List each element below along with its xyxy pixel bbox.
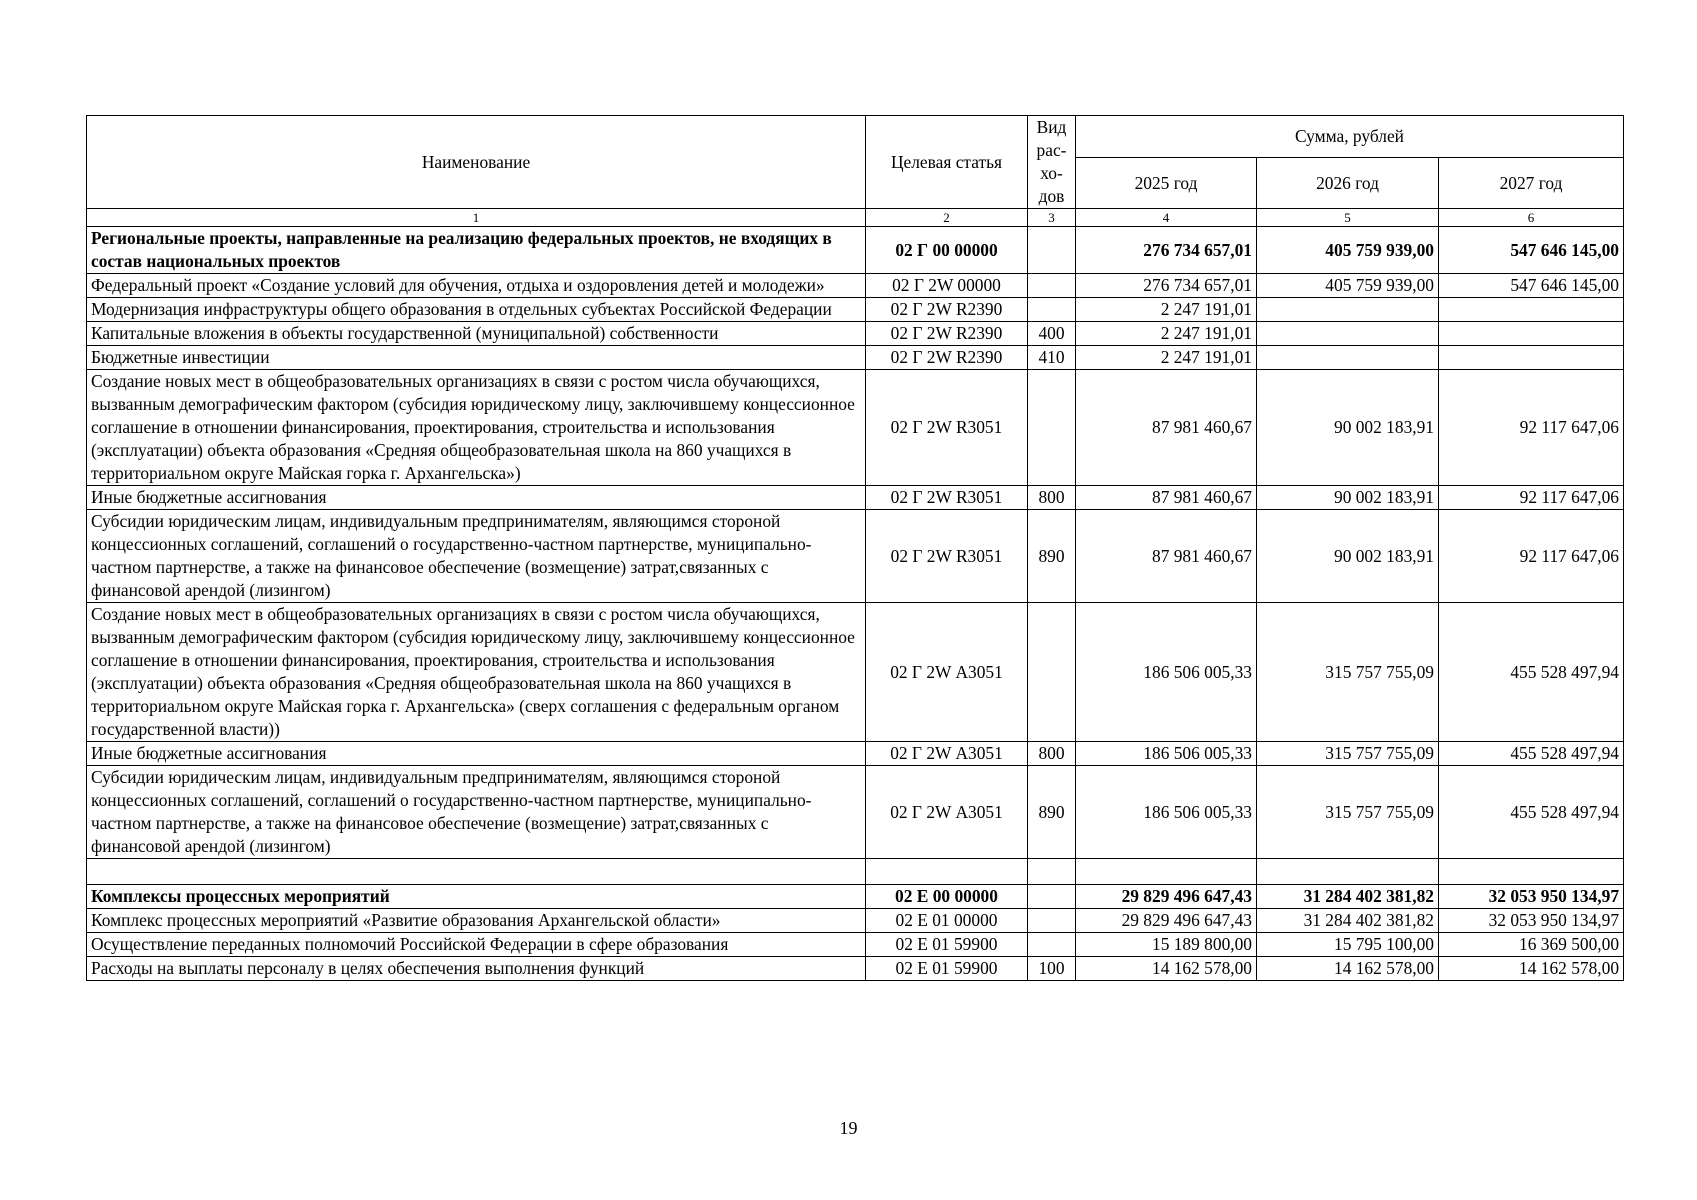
row-amount-2026-cell: 315 757 755,09 xyxy=(1257,603,1439,742)
table-row xyxy=(87,742,1624,766)
row-amount-2027-cell: 32 053 950 134,97 xyxy=(1439,885,1624,909)
row-name-cell: Региональные проекты, направленные на реализацию федеральных проектов, не входящих в состав национальных проектов xyxy=(87,227,866,274)
header-name: Наименование xyxy=(87,116,866,209)
row-amount-2026-cell: 90 002 183,91 xyxy=(1257,510,1439,603)
row-target-code-cell: 02 Г 2W 00000 xyxy=(866,274,1028,298)
row-amount-2026-cell: 405 759 939,00 xyxy=(1257,274,1439,298)
row-expense-kind-cell xyxy=(1028,274,1076,298)
row-target-code-cell: 02 Г 2W R2390 xyxy=(866,322,1028,346)
row-amount-2025-cell: 14 162 578,00 xyxy=(1076,957,1257,981)
row-amount-2027-cell xyxy=(1439,346,1624,370)
row-amount-2027-cell: 547 646 145,00 xyxy=(1439,274,1624,298)
row-name-cell: Создание новых мест в общеобразовательных организациях в связи с ростом числа обучающихся, вызванным демографическим фактором (субсидия юридическому лицу, заключившему концессионное соглашение в отношении финансирования, проектирования, строительства и использования (эксплуатации) объекта образования «Средняя общеобразовательная школа на 860 учащихся в территориальном округе Майская горка г. Архангельска») xyxy=(87,370,866,486)
column-index: 5 xyxy=(1257,209,1439,227)
row-target-code-cell: 02 Г 2W А3051 xyxy=(866,603,1028,742)
row-target-code-cell: 02 Г 2W R2390 xyxy=(866,346,1028,370)
row-amount-2025-cell: 276 734 657,01 xyxy=(1076,227,1257,274)
row-amount-2027-cell: 92 117 647,06 xyxy=(1439,486,1624,510)
row-expense-kind-cell: 800 xyxy=(1028,486,1076,510)
row-target-code-cell: 02 Г 2W R3051 xyxy=(866,486,1028,510)
budget-table xyxy=(86,115,1624,981)
row-amount-2027-cell: 92 117 647,06 xyxy=(1439,510,1624,603)
table-row xyxy=(87,885,1624,909)
row-amount-2026-cell xyxy=(1257,298,1439,322)
table-row xyxy=(87,346,1624,370)
table-row xyxy=(87,766,1624,859)
row-amount-2027-cell: 455 528 497,94 xyxy=(1439,742,1624,766)
table-row xyxy=(87,298,1624,322)
header-target-article: Целевая статья xyxy=(866,116,1028,209)
row-amount-2025-cell: 15 189 800,00 xyxy=(1076,933,1257,957)
row-amount-2027-cell: 16 369 500,00 xyxy=(1439,933,1624,957)
row-amount-2027-cell xyxy=(1439,322,1624,346)
row-amount-2025-cell: 87 981 460,67 xyxy=(1076,510,1257,603)
row-amount-2026-cell: 14 162 578,00 xyxy=(1257,957,1439,981)
row-name-cell: Комплекс процессных мероприятий «Развитие образования Архангельской области» xyxy=(87,909,866,933)
row-target-code-cell: 02 Г 2W R2390 xyxy=(866,298,1028,322)
row-expense-kind-cell: 400 xyxy=(1028,322,1076,346)
row-expense-kind-cell: 890 xyxy=(1028,766,1076,859)
row-amount-2027-cell xyxy=(1439,298,1624,322)
row-amount-2025-cell: 186 506 005,33 xyxy=(1076,766,1257,859)
header-year-2027: 2027 год xyxy=(1439,158,1624,209)
header-year-2025: 2025 год xyxy=(1076,158,1257,209)
row-amount-2025-cell: 2 247 191,01 xyxy=(1076,298,1257,322)
table-row xyxy=(87,370,1624,486)
row-expense-kind-cell: 100 xyxy=(1028,957,1076,981)
row-amount-2026-cell: 90 002 183,91 xyxy=(1257,486,1439,510)
row-amount-2027-cell xyxy=(1439,859,1624,885)
row-amount-2027-cell: 455 528 497,94 xyxy=(1439,603,1624,742)
row-target-code-cell: 02 Е 00 00000 xyxy=(866,885,1028,909)
page-number: 19 xyxy=(839,1118,858,1138)
table-row xyxy=(87,957,1624,981)
budget-table-sheet xyxy=(86,115,1623,981)
row-amount-2027-cell: 455 528 497,94 xyxy=(1439,766,1624,859)
column-index: 4 xyxy=(1076,209,1257,227)
row-name-cell xyxy=(87,859,866,885)
row-amount-2025-cell: 2 247 191,01 xyxy=(1076,322,1257,346)
row-amount-2027-cell: 547 646 145,00 xyxy=(1439,227,1624,274)
header-expense-kind: Вид рас-хо-дов xyxy=(1028,116,1076,209)
table-row xyxy=(87,274,1624,298)
row-expense-kind-cell xyxy=(1028,298,1076,322)
row-target-code-cell: 02 Е 01 59900 xyxy=(866,933,1028,957)
table-row xyxy=(87,510,1624,603)
header-year-2026: 2026 год xyxy=(1257,158,1439,209)
table-body xyxy=(87,227,1624,981)
row-expense-kind-cell xyxy=(1028,370,1076,486)
row-target-code-cell: 02 Г 2W А3051 xyxy=(866,742,1028,766)
row-name-cell: Осуществление переданных полномочий Российской Федерации в сфере образования xyxy=(87,933,866,957)
row-name-cell: Федеральный проект «Создание условий для обучения, отдыха и оздоровления детей и молодежи» xyxy=(87,274,866,298)
row-amount-2027-cell: 92 117 647,06 xyxy=(1439,370,1624,486)
column-index: 2 xyxy=(866,209,1028,227)
row-amount-2026-cell: 315 757 755,09 xyxy=(1257,742,1439,766)
row-amount-2027-cell: 14 162 578,00 xyxy=(1439,957,1624,981)
row-name-cell: Модернизация инфраструктуры общего образования в отдельных субъектах Российской Федерации xyxy=(87,298,866,322)
row-amount-2025-cell: 87 981 460,67 xyxy=(1076,486,1257,510)
row-amount-2026-cell: 405 759 939,00 xyxy=(1257,227,1439,274)
row-name-cell: Расходы на выплаты персоналу в целях обеспечения выполнения функций xyxy=(87,957,866,981)
row-name-cell: Субсидии юридическим лицам, индивидуальным предпринимателям, являющимся стороной концессионных соглашений, соглашений о государственно-частном партнерстве, муниципально-частном партнерстве, а также на финансовое обеспечение (возмещение) затрат,связанных с финансовой арендой (лизингом) xyxy=(87,510,866,603)
table-row xyxy=(87,909,1624,933)
row-amount-2026-cell: 31 284 402 381,82 xyxy=(1257,885,1439,909)
row-amount-2025-cell: 186 506 005,33 xyxy=(1076,603,1257,742)
row-expense-kind-cell: 890 xyxy=(1028,510,1076,603)
column-index: 1 xyxy=(87,209,866,227)
row-expense-kind-cell: 410 xyxy=(1028,346,1076,370)
row-expense-kind-cell xyxy=(1028,227,1076,274)
row-expense-kind-cell: 800 xyxy=(1028,742,1076,766)
row-expense-kind-cell xyxy=(1028,885,1076,909)
row-target-code-cell: 02 Г 2W R3051 xyxy=(866,510,1028,603)
row-expense-kind-cell xyxy=(1028,859,1076,885)
row-target-code-cell: 02 Г 00 00000 xyxy=(866,227,1028,274)
column-index: 3 xyxy=(1028,209,1076,227)
row-amount-2025-cell: 87 981 460,67 xyxy=(1076,370,1257,486)
row-amount-2025-cell: 29 829 496 647,43 xyxy=(1076,909,1257,933)
row-target-code-cell: 02 Г 2W А3051 xyxy=(866,766,1028,859)
row-expense-kind-cell xyxy=(1028,603,1076,742)
row-amount-2025-cell: 29 829 496 647,43 xyxy=(1076,885,1257,909)
row-amount-2027-cell: 32 053 950 134,97 xyxy=(1439,909,1624,933)
row-amount-2025-cell xyxy=(1076,859,1257,885)
row-amount-2026-cell: 90 002 183,91 xyxy=(1257,370,1439,486)
table-row xyxy=(87,322,1624,346)
row-expense-kind-cell xyxy=(1028,933,1076,957)
row-amount-2026-cell: 315 757 755,09 xyxy=(1257,766,1439,859)
row-amount-2026-cell: 31 284 402 381,82 xyxy=(1257,909,1439,933)
row-amount-2025-cell: 276 734 657,01 xyxy=(1076,274,1257,298)
table-row xyxy=(87,603,1624,742)
row-amount-2025-cell: 186 506 005,33 xyxy=(1076,742,1257,766)
row-target-code-cell: 02 Е 01 59900 xyxy=(866,957,1028,981)
row-name-cell: Иные бюджетные ассигнования xyxy=(87,742,866,766)
row-name-cell: Создание новых мест в общеобразовательных организациях в связи с ростом числа обучающихся, вызванным демографическим фактором (субсидия юридическому лицу, заключившему концессионное соглашение в отношении финансирования, проектирования, строительства и использования (эксплуатации) объекта образования «Средняя общеобразовательная школа на 860 учащихся в территориальном округе Майская горка г. Архангельска» (сверх соглашения с федеральным органом государственной власти)) xyxy=(87,603,866,742)
row-amount-2026-cell xyxy=(1257,859,1439,885)
table-row xyxy=(87,486,1624,510)
table-row xyxy=(87,933,1624,957)
header-sum: Сумма, рублей xyxy=(1076,116,1624,158)
row-amount-2026-cell: 15 795 100,00 xyxy=(1257,933,1439,957)
table-row xyxy=(87,859,1624,885)
row-name-cell: Бюджетные инвестиции xyxy=(87,346,866,370)
column-index: 6 xyxy=(1439,209,1624,227)
table-row xyxy=(87,227,1624,274)
row-target-code-cell: 02 Г 2W R3051 xyxy=(866,370,1028,486)
row-name-cell: Капитальные вложения в объекты государственной (муниципальной) собственности xyxy=(87,322,866,346)
row-target-code-cell: 02 Е 01 00000 xyxy=(866,909,1028,933)
row-expense-kind-cell xyxy=(1028,909,1076,933)
row-amount-2026-cell xyxy=(1257,322,1439,346)
row-amount-2025-cell: 2 247 191,01 xyxy=(1076,346,1257,370)
row-name-cell: Иные бюджетные ассигнования xyxy=(87,486,866,510)
row-name-cell: Комплексы процессных мероприятий xyxy=(87,885,866,909)
row-target-code-cell xyxy=(866,859,1028,885)
row-amount-2026-cell xyxy=(1257,346,1439,370)
row-name-cell: Субсидии юридическим лицам, индивидуальным предпринимателям, являющимся стороной концессионных соглашений, соглашений о государственно-частном партнерстве, муниципально-частном партнерстве, а также на финансовое обеспечение (возмещение) затрат,связанных с финансовой арендой (лизингом) xyxy=(87,766,866,859)
